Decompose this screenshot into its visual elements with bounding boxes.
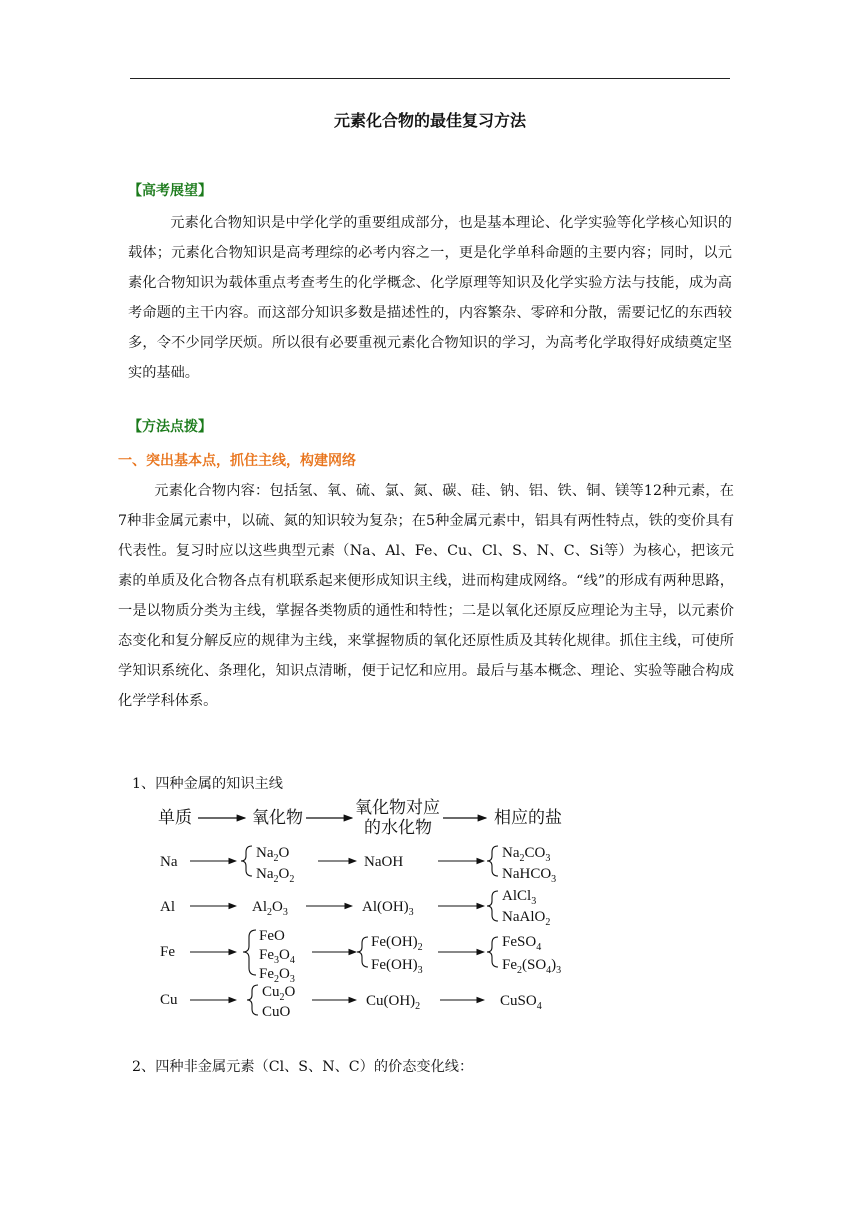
na-oxide-brace (241, 846, 252, 876)
fe-oxide-2: $Fe_3O_4$ (259, 947, 295, 966)
fe-oxide-3: $Fe_2O_3$ (259, 966, 295, 985)
cu-oxide-brace (247, 985, 258, 1015)
outlook-paragraph-text: 元素化合物知识是中学化学的重要组成部分，也是基本理论、化学实验等化学核心知识的载体；元素化合物知识是高考理综的必考内容之一，更是化学单科命题的主要内容；同时，以元素化合物知识为载体重点考查考生的化学概念、化学原理等知识及化学实验方法与技能，成为高考命题的主干内容。而这部分知识多数是描述性的，内容繁杂、零碎和分散，需要记忆的东西较多，令不少同学厌烦。所以很有必要重视元素化合物知识的学习，为高考化学取得好成绩奠定坚实的基础。 (128, 215, 732, 381)
fe-salt-1: FeSO$_4$ (502, 934, 542, 953)
al-salt-brace (487, 891, 498, 921)
fe-element: Fe (160, 944, 175, 960)
fe-salt-brace (487, 937, 498, 967)
fe-hydroxide-1: $Fe(OH)_2$ (371, 934, 423, 953)
subheading-main-line: 一、突出基本点，抓住主线，构建网络 (118, 453, 356, 469)
fe-salt-2: $Fe_2(SO_4)_3$ (502, 957, 562, 976)
na-salt-1: $Na_2CO_3$ (502, 845, 551, 864)
cu-hydroxide: $Cu(OH)_2$ (366, 993, 421, 1012)
caption-nonmetal-valence: 2、四种非金属元素（Cl、S、N、C）的价态变化线： (132, 1059, 474, 1075)
page-title: 元素化合物的最佳复习方法 (333, 111, 526, 130)
header-salt: 相应的盐 (494, 808, 562, 828)
method-paragraph-text: 元素化合物内容：包括氢、氧、硫、氯、氮、碳、硅、钠、铝、铁、铜、镁等12种元素，在7种非金属元素中，以硫、氮的知识较为复杂；在5种金属元素中，铝具有两性特点，铁的变价具有代表性。复习时应以这些典型元素（Na、Al、Fe、Cu、Cl、S、N、C、Si等）为核心，把该元素的单质及化合物各点有机联系起来便形成知识主线，进而构建成网络。“线”的形成有两种思路，一是以物质分类为主线，掌握各类物质的通性和特性；二是以氧化还原反应理论为主导，以元素价态变化和复分解反应的规律为主线，来掌握物质的氧化还原性质及其转化规律。抓住主线，可使所学知识系统化、条理化，知识点清晰，便于记忆和应用。最后与基本概念、理论、实验等融合构成化学学科体系。 (118, 483, 734, 709)
caption-metal-lines: 1、四种金属的知识主线 (132, 776, 283, 792)
na-salt-brace (487, 846, 498, 876)
na-oxide-1: $Na_2O$ (256, 845, 290, 864)
fe-hydroxide-brace (357, 937, 368, 967)
header-hydrate-line2: 的水化物 (364, 818, 432, 838)
header-hydrate-line1: 氧化物对应 (355, 798, 440, 818)
al-salt-2: NaAlO$_2$ (502, 909, 551, 928)
header-element: 单质 (158, 808, 192, 828)
al-salt-1: AlCl$_3$ (502, 888, 537, 907)
na-oxide-2: $Na_2O_2$ (256, 866, 295, 885)
section-heading-method: 【方法点拨】 (128, 419, 212, 435)
cu-element: Cu (160, 992, 178, 1008)
fe-oxide-1: FeO (259, 928, 285, 944)
fe-oxide-brace (243, 930, 256, 975)
al-oxide: $Al_2O_3$ (252, 899, 288, 918)
fe-hydroxide-2: $Fe(OH)_3$ (371, 957, 423, 976)
al-element: Al (160, 899, 175, 915)
al-hydroxide: $Al(OH)_3$ (362, 899, 414, 918)
na-element: Na (160, 854, 178, 870)
header-oxide: 氧化物 (252, 808, 303, 828)
cu-salt: CuSO$_4$ (500, 993, 542, 1012)
cu-oxide-1: $Cu_2O$ (262, 984, 296, 1003)
na-salt-2: NaHCO$_3$ (502, 866, 557, 885)
section-heading-outlook: 【高考展望】 (128, 183, 212, 199)
na-hydroxide: NaOH (364, 854, 404, 870)
cu-oxide-2: CuO (262, 1004, 291, 1020)
